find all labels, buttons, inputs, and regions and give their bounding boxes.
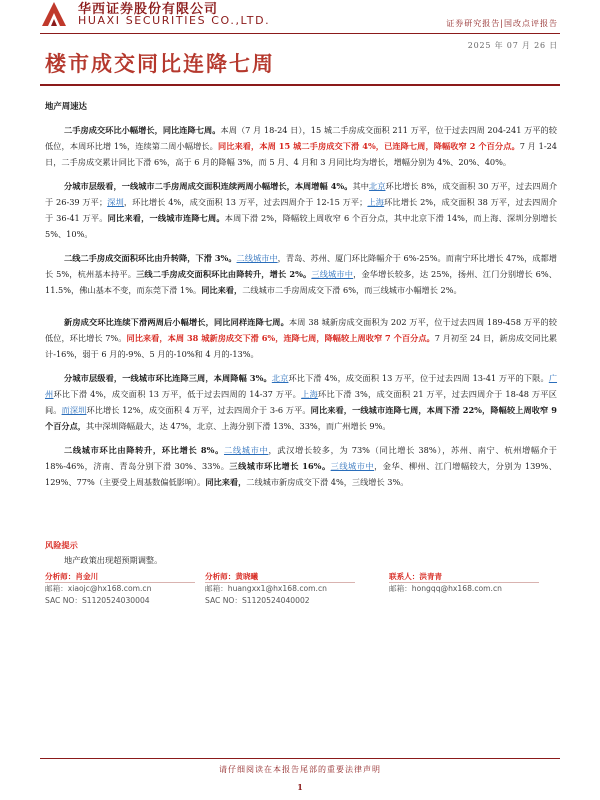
company-name-cn: 华西证券股份有限公司 <box>78 2 219 17</box>
risk-text: 地产政策出现超预期调整。 <box>64 555 163 565</box>
city-link-shenzhen[interactable]: 深圳 <box>107 197 124 207</box>
analyst-card <box>45 571 151 607</box>
city-link-guangzhou[interactable]: 广州 <box>45 373 558 399</box>
city-link-tier3-new[interactable]: 三线城市中 <box>330 461 375 471</box>
city-link-tier2[interactable]: 二线城市中 <box>236 253 278 263</box>
paragraph-secondhand-overview: 二手房成交环比小幅增长，同比连降七周。本周（7 月 18-24 日），15 城二手房成交面积 211 万平，位于过去四周 204-241 万平的较低位，本周环比增 1%，连续第二周小幅增长。同比来看，本周 15 城二手房成交下滑 4%，已连降七周，降幅收窄 2 个百分点。7 月 1-24 日，二手房成交累计同比下滑 6%，高于 6 月的降幅 3%，而 5 月、4 月和 3 月同比均为增长，增幅分别为 4%、20%、40%。 <box>45 125 558 167</box>
analyst-card <box>389 571 502 595</box>
section-heading: 地产周速达 <box>45 101 87 111</box>
analyst-divider <box>205 582 355 583</box>
report-body <box>45 98 557 498</box>
analyst-email[interactable]: 邮箱：huangxx1@hx168.com.cn <box>205 584 327 593</box>
company-name-en: HUAXI SECURITIES CO.,LTD. <box>78 14 271 27</box>
analyst-block <box>45 571 557 611</box>
analyst-sac: SAC NO：S1120524040002 <box>205 596 310 605</box>
risk-heading: 风险提示 <box>45 540 78 550</box>
report-header <box>0 0 600 40</box>
footer-divider <box>40 758 560 759</box>
paragraph-newhome-tier1: 分城市层级看，一线城市环比连降三周，本周降幅 3%。北京环比下滑 4%，成交面积 13 万平，位于过去四周 13-41 万平的下限。广州环比下滑 4%，成交面积 13 万平，低于过去四周的 14-37 万平。上海环比下滑 3%，成交面积 21 万平，过去四周介于 18-48 万平区间。而深圳环比增长 12%，成交面积 4 万平，过去四周介于 3-6 万平。同比来看，一线城市连降七周，本周下滑 22%，降幅较上周收窄 9 个百分点，其中深圳降幅最大，达 47%，北京、上海分别下滑 13%、33%，而广州增长 9%。 <box>45 373 558 431</box>
risk-section <box>45 540 557 566</box>
contact-email[interactable]: 邮箱：hongqq@hx168.com.cn <box>389 584 502 593</box>
analyst-divider <box>45 582 195 583</box>
city-link-shanghai[interactable]: 上海 <box>367 197 385 207</box>
report-date: 2025 年 07 月 26 日 <box>467 41 558 50</box>
city-link-beijing[interactable]: 北京 <box>368 181 386 191</box>
analyst-divider <box>389 582 539 583</box>
analyst-sac: SAC NO：S1120524030004 <box>45 596 150 605</box>
city-link-shenzhen-new[interactable]: 而深圳 <box>61 405 87 415</box>
city-link-beijing-new[interactable]: 北京 <box>271 373 289 383</box>
contact-name: 联系人：洪青青 <box>389 572 443 581</box>
para-lead: 二手房成交环比小幅增长，同比连降七周。 <box>64 125 221 135</box>
page-number: 1 <box>297 782 303 792</box>
footer-disclaimer: 请仔细阅读在本报告尾部的重要法律声明 <box>219 765 381 774</box>
analyst-email[interactable]: 邮箱：xiaojc@hx168.com.cn <box>45 584 152 593</box>
report-type: 证券研究报告|国改点评报告 <box>446 19 558 28</box>
title-divider <box>40 84 560 86</box>
paragraph-newhome-overview: 新房成交环比连续下滑两周后小幅增长，同比同样连降七周。本周 38 城新房成交面积为 202 万平，位于过去四周 189-458 万平的较低位，环比增长 7%。同比来看，本周 38 城新房成交下滑 6%，连降七周，降幅较上周收窄 7 个百分点。7 月初至 24 日，新房成交同比累计-16%，弱于 6 月的-9%、5 月的-10%和 4 月的-13%。 <box>45 317 558 359</box>
analyst-name: 分析师：黄晓曦 <box>205 572 259 581</box>
paragraph-newhome-tier23: 二线城市环比由降转升，环比增长 8%。二线城市中，武汉增长较多，为 73%（同比增长 38%），苏州、南宁、杭州增幅介于 18%-46%，济南、青岛分别下滑 30%、33%。三线城市环比增长 16%。三线城市中，金华、柳州、江门增幅较大，分别为 139%、129%、77%（主要受上周基数偏低影响）。同比来看，二线城市新房成交下滑 4%，三线增长 3%。 <box>45 445 557 487</box>
paragraph-secondhand-tier1: 分城市层级看，一线城市二手房周成交面积连续两周小幅增长，本周增幅 4%。其中北京环比增长 8%，成交面积 30 万平，过去四周介于 26-39 万平；深圳，环比增长 4%，成交面积 13 万平，过去四周介于 12-15 万平；上海环比增长 2%，成交面积 38 万平，过去四周介于 36-41 万平。同比来看，一线城市连降七周。本周下滑 2%，降幅较上周收窄 6 个百分点，其中北京下滑 14%，而上海、深圳分别增长 5%、10%。 <box>45 181 558 239</box>
paragraph-secondhand-tier23: 二线二手房成交面积环比由升转降，下滑 3%。二线城市中，青岛、苏州、厦门环比降幅介于 6%-25%。而南宁环比增长 47%，成都增长 5%，杭州基本持平。三线二手房成交面积环比由降转升，增长 2%。三线城市中，金华增长较多，达 25%，扬州、江门分别增长 6%、11.5%，佛山基本不变，而东莞下滑 1%。同比来看，二线城市二手房周成交下滑 6%，而三线城市小幅增长 2%。 <box>45 253 557 295</box>
city-link-tier3[interactable]: 三线城市中 <box>311 269 354 279</box>
city-link-tier2-new[interactable]: 二线城市中 <box>223 445 269 455</box>
header-divider <box>40 33 560 34</box>
report-title: 楼市成交同比连降七周 <box>45 51 275 76</box>
huaxi-logo-icon <box>40 0 68 28</box>
analyst-name: 分析师：肖金川 <box>45 572 99 581</box>
city-link-shanghai-new[interactable]: 上海 <box>301 389 319 399</box>
analyst-card <box>205 571 327 607</box>
